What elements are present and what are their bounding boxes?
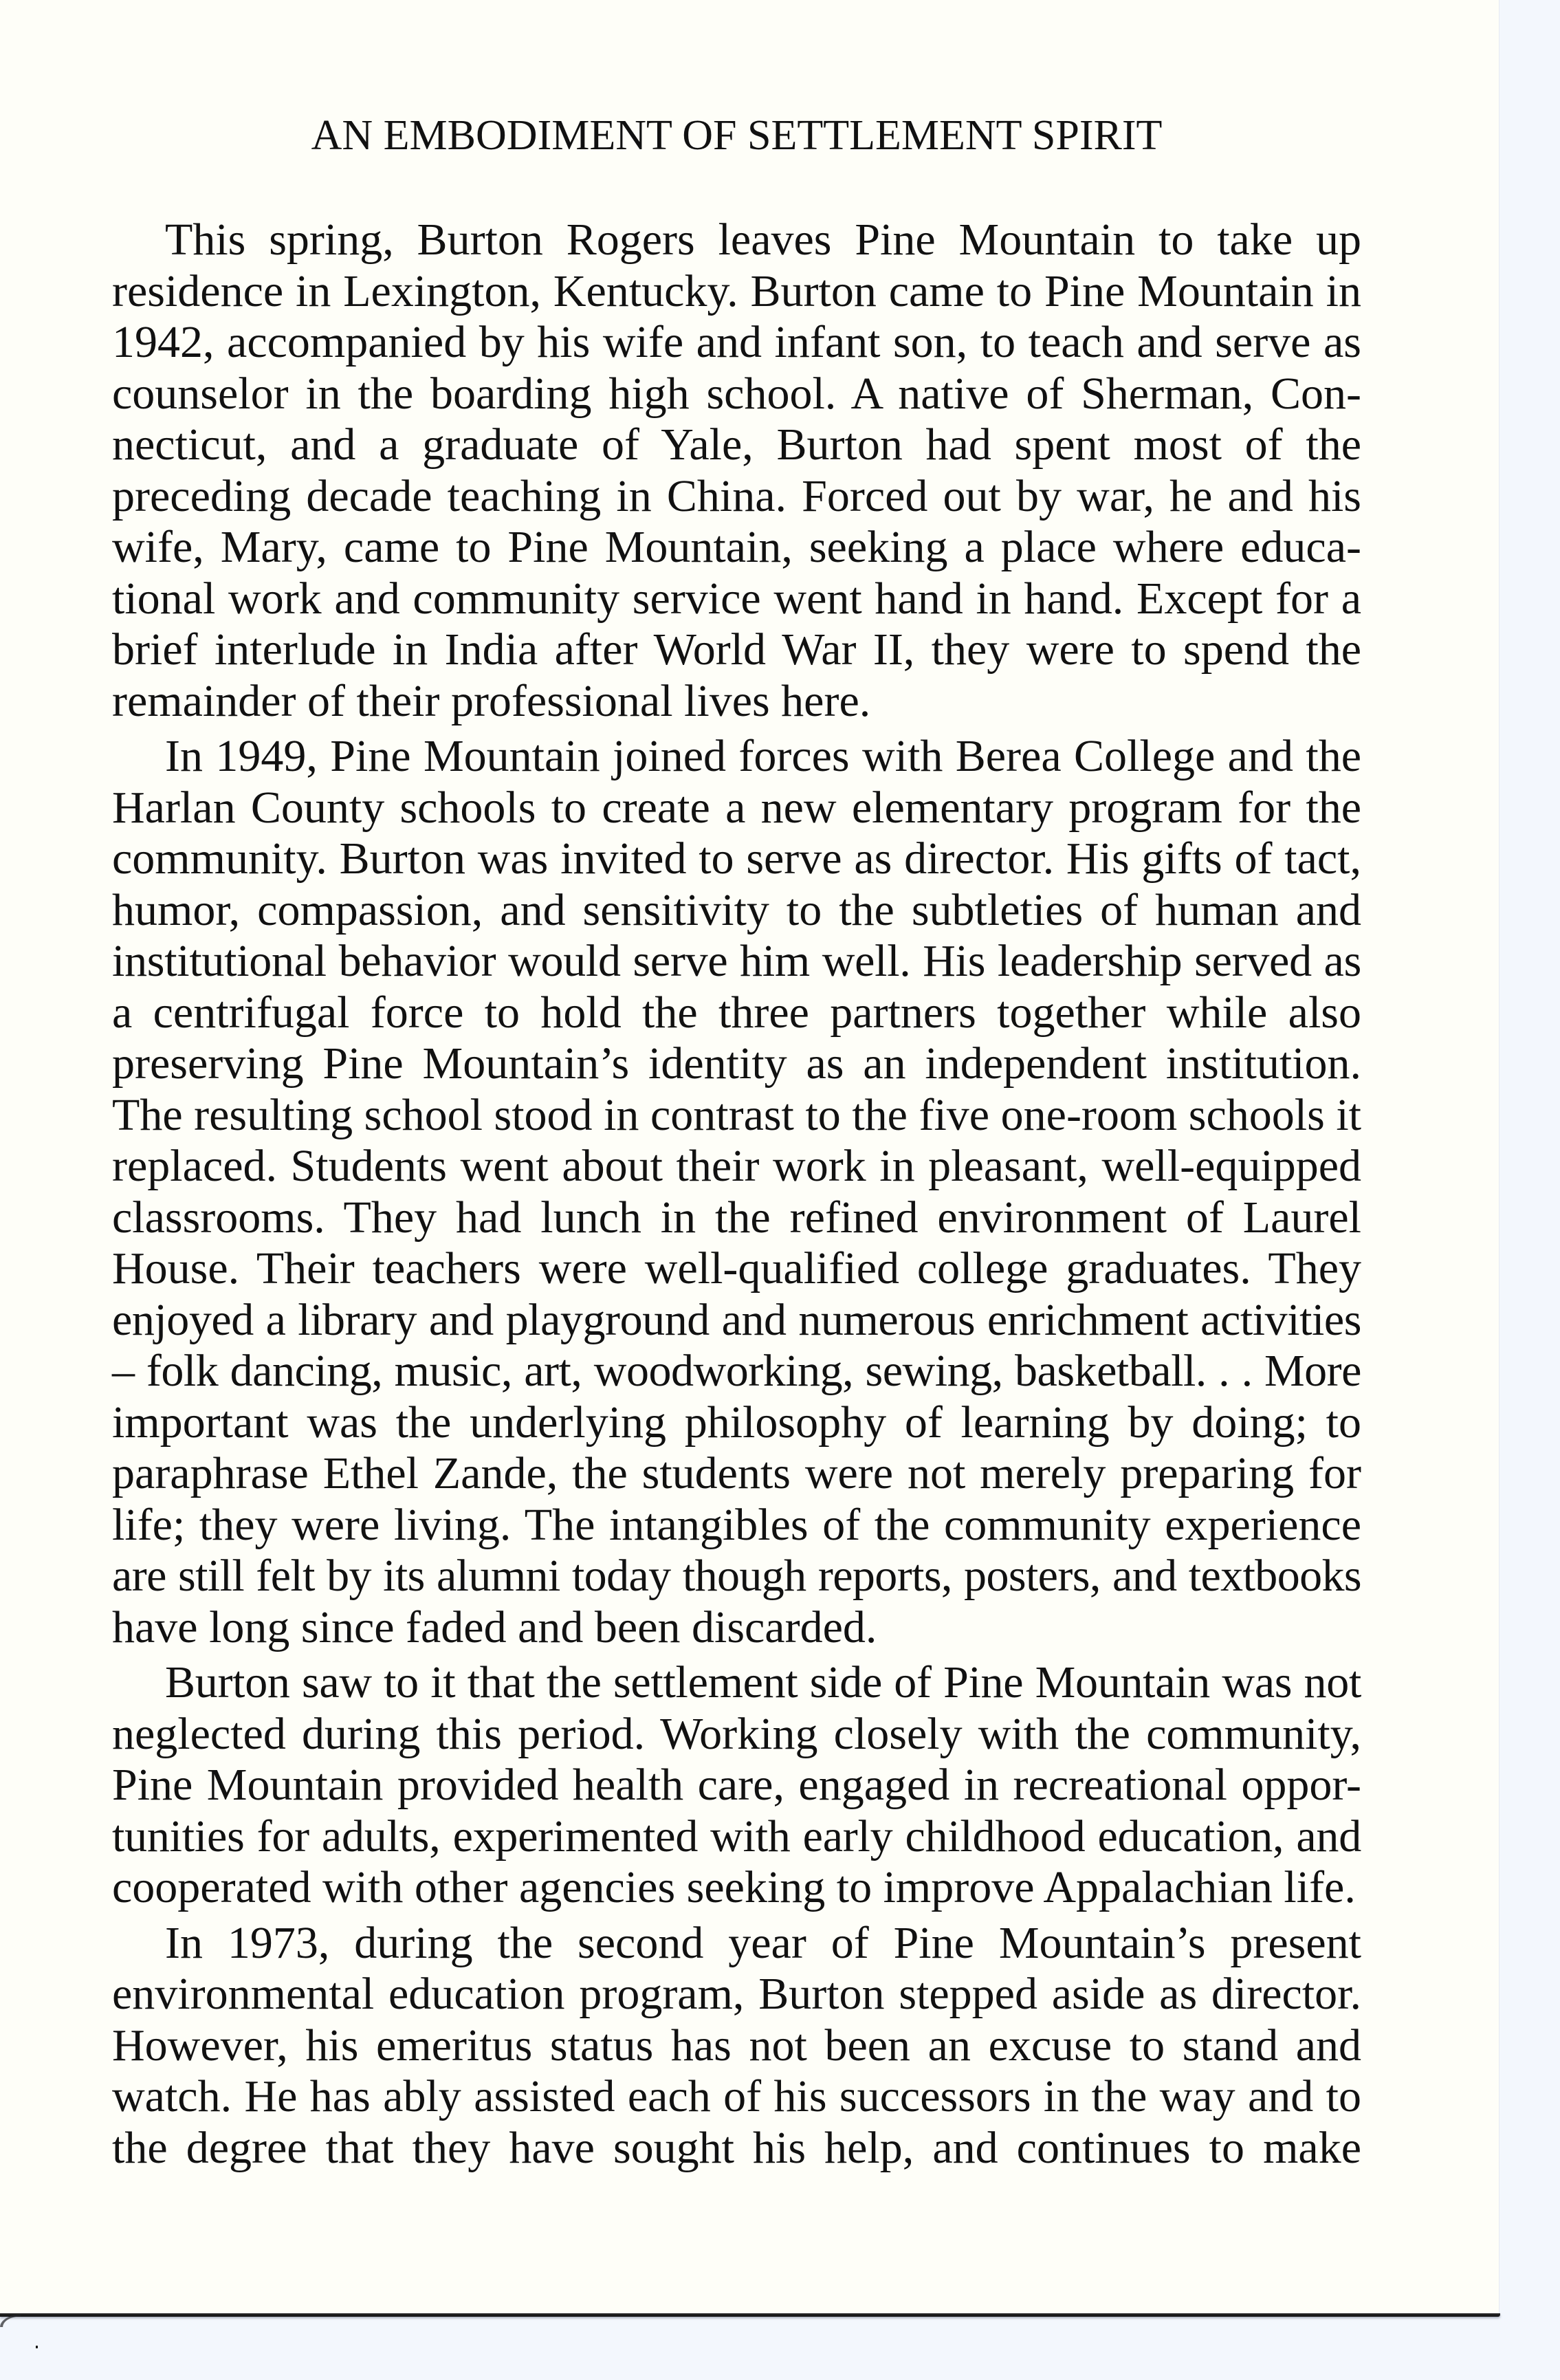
text-line [112,1141,1361,1192]
text-line-content: This spring, Burton Rogers leaves Pine Mountain to take up [165,215,1361,265]
text-line [112,987,1361,1039]
text-line-content: tional work and community service went hand in hand. Except for a [112,573,1361,624]
text-line-content: preserving Pine Mountain’s identity as an independent institution. [112,1038,1361,1089]
text-line-content: However, his emeritus status has not been an excuse to stand and [112,2020,1361,2071]
text-line-content: tunities for adults, experimented with early childhood education, and [112,1811,1361,1862]
paragraph [112,1918,1361,2174]
text-line [112,2020,1361,2072]
text-line-content: preceding decade teaching in China. Forced out by war, he and his [112,470,1361,521]
text-line [112,1346,1361,1397]
text-line-content: House. Their teachers were well-qualified college graduates. They [112,1243,1361,1293]
text-line-content: Burton saw to it that the settlement side of Pine Mountain was not [165,1657,1361,1707]
text-line-content: watch. He has ably assisted each of his successors in the way and to [112,2071,1361,2121]
text-line-content: In 1949, Pine Mountain joined forces with Berea College and the [165,731,1361,781]
text-line-content: a centrifugal force to hold the three partners together while also [112,987,1361,1038]
text-line-content: important was the underlying philosophy of learning by doing; to [112,1397,1361,1448]
text-line-content: Pine Mountain provided health care, engaged in recreational oppor- [112,1760,1361,1810]
text-line-content: brief interlude in India after World War II, they were to spend the [112,624,1361,675]
text-line [112,317,1361,369]
text-line-content: wife, Mary, came to Pine Mountain, seeking a place where educa- [112,522,1361,572]
text-line [112,885,1361,937]
text-line [112,676,1361,728]
text-line-content: neglected during this period. Working closely with the community, [112,1708,1361,1759]
text-line [112,1657,1361,1709]
text-line-content: remainder of their professional lives here. [112,675,871,726]
text-line-content: are still felt by its alumni today though reports, posters, and textbooks [112,1551,1361,1601]
text-line [112,936,1361,987]
text-line [112,1397,1361,1449]
paragraph [112,731,1361,1653]
text-line [112,2123,1361,2174]
text-line [112,1090,1361,1142]
scan-speck [36,2346,38,2348]
text-line-content: Harlan County schools to create a new elementary program for the [112,782,1361,833]
text-line [112,2071,1361,2123]
text-line-content: 1942, accompanied by his wife and infant son, to teach and serve as [112,317,1361,367]
text-line [112,1811,1361,1863]
text-line [112,1969,1361,2020]
text-line-content: institutional behavior would serve him well. His leadership served as [112,936,1361,986]
text-line-content: cooperated with other agencies seeking to improve Appalachian life. [112,1862,1356,1912]
text-line [112,1602,1361,1654]
text-line-content: The resulting school stood in contrast to the five one-room schools it [112,1089,1361,1140]
text-line-content: counselor in the boarding high school. A native of Sherman, Con- [112,368,1361,419]
paragraph [112,215,1361,727]
text-line [112,1760,1361,1811]
text-line-content: have long since faded and been discarded. [112,1602,877,1652]
text-line [112,1038,1361,1090]
text-line [112,1500,1361,1551]
text-line-content: necticut, and a graduate of Yale, Burton had spent most of the [112,419,1361,470]
text-line [112,1192,1361,1244]
article-body [112,215,1361,2178]
text-line [112,215,1361,266]
paragraph [112,1657,1361,1914]
text-line [112,1862,1361,1914]
text-line-content: humor, compassion, and sensitivity to the subtleties of human and [112,884,1361,935]
text-line-content: life; they were living. The intangibles of the community experience [112,1499,1361,1550]
text-line [112,369,1361,420]
text-line [112,1448,1361,1500]
text-line [112,1918,1361,1969]
text-line [112,419,1361,471]
text-line-content: residence in Lexington, Kentucky. Burton came to Pine Mountain in [112,265,1361,316]
text-line-content: paraphrase Ethel Zande, the students were not merely preparing for [112,1448,1361,1498]
text-line-content: In 1973, during the second year of Pine Mountain’s present [165,1917,1361,1968]
text-line [112,522,1361,574]
text-line [112,833,1361,885]
text-line-content: enjoyed a library and playground and numerous enrichment activities [112,1294,1361,1345]
text-line-content: environmental education program, Burton stepped aside as director. [112,1969,1361,2019]
text-line [112,1243,1361,1295]
text-line-content: classrooms. They had lunch in the refined environment of Laurel [112,1192,1361,1243]
text-line [112,1709,1361,1760]
page-bottom-edge [0,2313,1500,2317]
text-line-content: replaced. Students went about their work in pleasant, well-equipped [112,1141,1361,1191]
text-line [112,731,1361,783]
text-line [112,1551,1361,1602]
page-title: AN EMBODIMENT OF SETTLEMENT SPIRIT [311,112,1163,159]
text-line-content: – folk dancing, music, art, woodworking, sewing, basketball. . . More [112,1346,1361,1396]
text-line [112,624,1361,676]
text-line [112,266,1361,318]
text-line [112,783,1361,834]
text-line-content: community. Burton was invited to serve as director. His gifts of tact, [112,833,1361,884]
text-line [112,574,1361,625]
text-line-content: the degree that they have sought his help, and continues to make [112,2122,1361,2173]
text-line [112,471,1361,523]
text-line [112,1295,1361,1346]
